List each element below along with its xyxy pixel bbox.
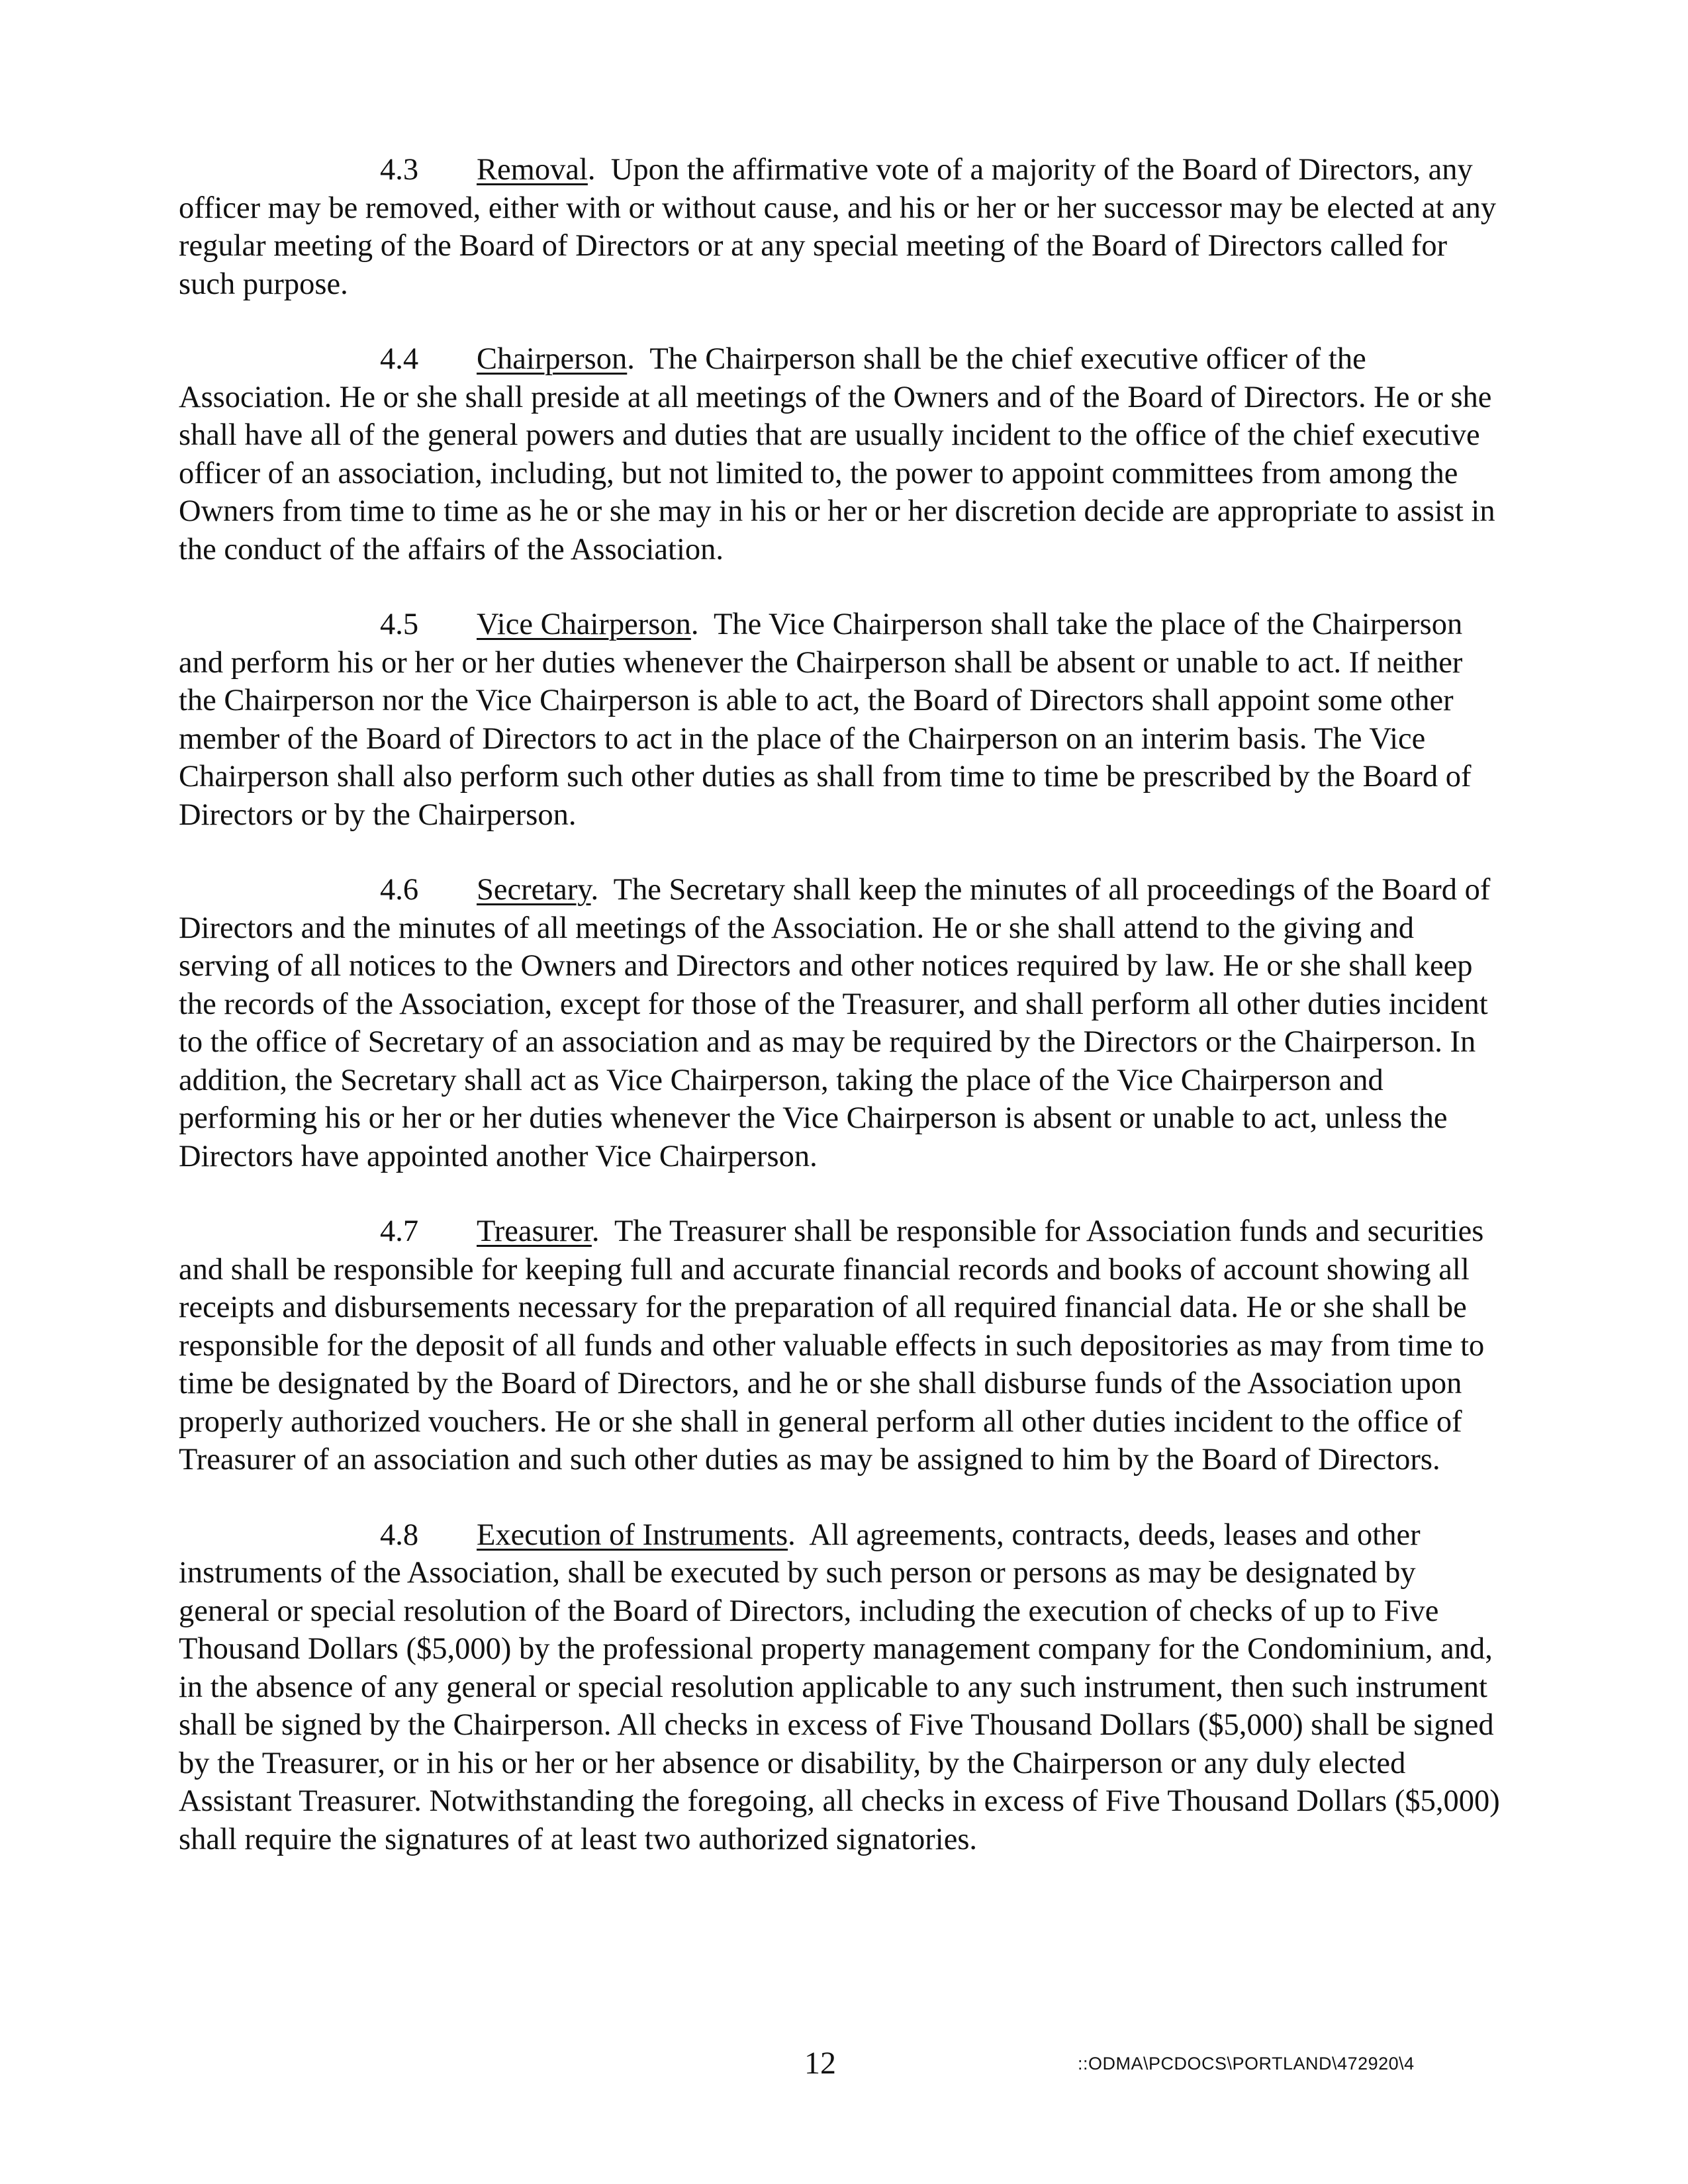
document-id: ::ODMA\PCDOCS\PORTLAND\472920\4 <box>1078 2054 1415 2073</box>
section-text: The Treasurer shall be responsible for Association funds and securities and shall be responsible for keeping full and accurate financial records and books of account showing all receipts and disbursements necessary for the preparation of all required financial data. He or she shall be responsible for the deposit of all funds and other valuable effects in such depositories as may from time to time be designated by the Board of Directors, and he or she shall disburse funds of the Association upon properly authorized vouchers. He or she shall in general perform all other duties incident to the office of Treasurer of an association and such other duties as may be assigned to him by the Board of Directors. <box>179 1214 1485 1477</box>
section-number: 4.6 <box>380 873 419 907</box>
section-number: 4.4 <box>380 342 419 376</box>
section-text: The Vice Chairperson shall take the place of the Chairperson and perform his or her or her duties whenever the Chairperson shall be absent or unable to act. If neither the Chairperson nor the Vice Chairperson is able to act, the Board of Directors shall appoint some other member of the Board of Directors to act in the place of the Chairperson on an interim basis. The Vice Chairperson shall also perform such other duties as shall from time to time be prescribed by the Board of Directors or by the Chairperson. <box>179 608 1472 832</box>
section-4-7: 4.7 Treasurer. The Treasurer shall be responsible for Association funds and securities and shall be responsible for keeping full and accurate financial records and books of account showing all receipts and disbursements necessary for the preparation of all required financial data. He or she shall be responsible for the deposit of all funds and other valuable effects in such depositories as may from time to time be designated by the Board of Directors, and he or she shall disburse funds of the Association upon properly authorized vouchers. He or she shall in general perform all other duties incident to the office of Treasurer of an association and such other duties as may be assigned to him by the Board of Directors. <box>179 1212 1506 1479</box>
section-number: 4.8 <box>380 1518 419 1552</box>
section-text: The Secretary shall keep the minutes of all proceedings of the Board of Directors and the minutes of all meetings of the Association. He or she shall attend to the giving and serving of all notices to the Owners and Directors and other notices required by law. He or she shall keep the records of the Association, except for those of the Treasurer, and shall perform all other duties incident to the office of Secretary of an association and as may be required by the Directors or the Chairperson. In addition, the Secretary shall act as Vice Chairperson, taking the place of the Vice Chairperson and performing his or her or her duties whenever the Vice Chairperson is absent or unable to act, unless the Directors have appointed another Vice Chairperson. <box>179 873 1491 1173</box>
section-title: Chairperson <box>477 342 628 376</box>
section-title: Treasurer <box>477 1214 592 1248</box>
section-text: Upon the affirmative vote of a majority of the Board of Directors, any officer may be removed, either with or without cause, and his or her or her successor may be elected at any regular meeting of the Board of Directors or at any special meeting of the Board of Directors called for such purpose. <box>179 153 1497 301</box>
section-text: All agreements, contracts, deeds, leases and other instruments of the Association, shall be executed by such person or persons as may be designated by general or special resolution of the Board of Directors, including the execution of checks of up to Five Thousand Dollars ($5,000) by the professional property management company for the Condominium, and, in the absence of any general or special resolution applicable to any such instrument, then such instrument shall be signed by the Chairperson. All checks in excess of Five Thousand Dollars ($5,000) shall be signed by the Treasurer, or in his or her or her absence or disability, by the Chairperson or any duly elected Assistant Treasurer. Notwithstanding the foregoing, all checks in excess of Five Thousand Dollars ($5,000) shall require the signatures of at least two authorized signatories. <box>179 1518 1500 1856</box>
section-4-5: 4.5 Vice Chairperson. The Vice Chairperson shall take the place of the Chairperson and perform his or her or her duties whenever the Chairperson shall be absent or unable to act. If neither the Chairperson nor the Vice Chairperson is able to act, the Board of Directors shall appoint some other member of the Board of Directors to act in the place of the Chairperson on an interim basis. The Vice Chairperson shall also perform such other duties as shall from time to time be prescribed by the Board of Directors or by the Chairperson. <box>179 606 1506 834</box>
section-title: Removal <box>477 153 588 187</box>
section-title: Vice Chairperson <box>477 608 691 641</box>
section-title: Execution of Instruments <box>477 1518 788 1552</box>
page-number: 12 <box>804 2046 836 2081</box>
section-number: 4.7 <box>380 1214 419 1248</box>
document-body <box>179 151 1506 1895</box>
section-number: 4.3 <box>380 153 419 187</box>
section-4-4: 4.4 Chairperson. The Chairperson shall be the chief executive officer of the Association. He or she shall preside at all meetings of the Owners and of the Board of Directors. He or she shall have all of the general powers and duties that are usually incident to the office of the chief executive officer of an association, including, but not limited to, the power to appoint committees from among the Owners from time to time as he or she may in his or her or her discretion decide are appropriate to assist in the conduct of the affairs of the Association. <box>179 340 1506 569</box>
section-4-8: 4.8 Execution of Instruments. All agreements, contracts, deeds, leases and other instruments of the Association, shall be executed by such person or persons as may be designated by general or special resolution of the Board of Directors, including the execution of checks of up to Five Thousand Dollars ($5,000) by the professional property management company for the Condominium, and, in the absence of any general or special resolution applicable to any such instrument, then such instrument shall be signed by the Chairperson. All checks in excess of Five Thousand Dollars ($5,000) shall be signed by the Treasurer, or in his or her or her absence or disability, by the Chairperson or any duly elected Assistant Treasurer. Notwithstanding the foregoing, all checks in excess of Five Thousand Dollars ($5,000) shall require the signatures of at least two authorized signatories. <box>179 1516 1506 1859</box>
section-4-3: 4.3 Removal. Upon the affirmative vote of a majority of the Board of Directors, any officer may be removed, either with or without cause, and his or her or her successor may be elected at any regular meeting of the Board of Directors or at any special meeting of the Board of Directors called for such purpose. <box>179 151 1506 303</box>
section-text: The Chairperson shall be the chief executive officer of the Association. He or she shall preside at all meetings of the Owners and of the Board of Directors. He or she shall have all of the general powers and duties that are usually incident to the office of the chief executive officer of an association, including, but not limited to, the power to appoint committees from among the Owners from time to time as he or she may in his or her or her discretion decide are appropriate to assist in the conduct of the affairs of the Association. <box>179 342 1495 567</box>
section-number: 4.5 <box>380 608 419 641</box>
section-title: Secretary <box>477 873 591 907</box>
section-4-6: 4.6 Secretary. The Secretary shall keep the minutes of all proceedings of the Board of Directors and the minutes of all meetings of the Association. He or she shall attend to the giving and serving of all notices to the Owners and Directors and other notices required by law. He or she shall keep the records of the Association, except for those of the Treasurer, and shall perform all other duties incident to the office of Secretary of an association and as may be required by the Directors or the Chairperson. In addition, the Secretary shall act as Vice Chairperson, taking the place of the Vice Chairperson and performing his or her or her duties whenever the Vice Chairperson is absent or unable to act, unless the Directors have appointed another Vice Chairperson. <box>179 871 1506 1175</box>
